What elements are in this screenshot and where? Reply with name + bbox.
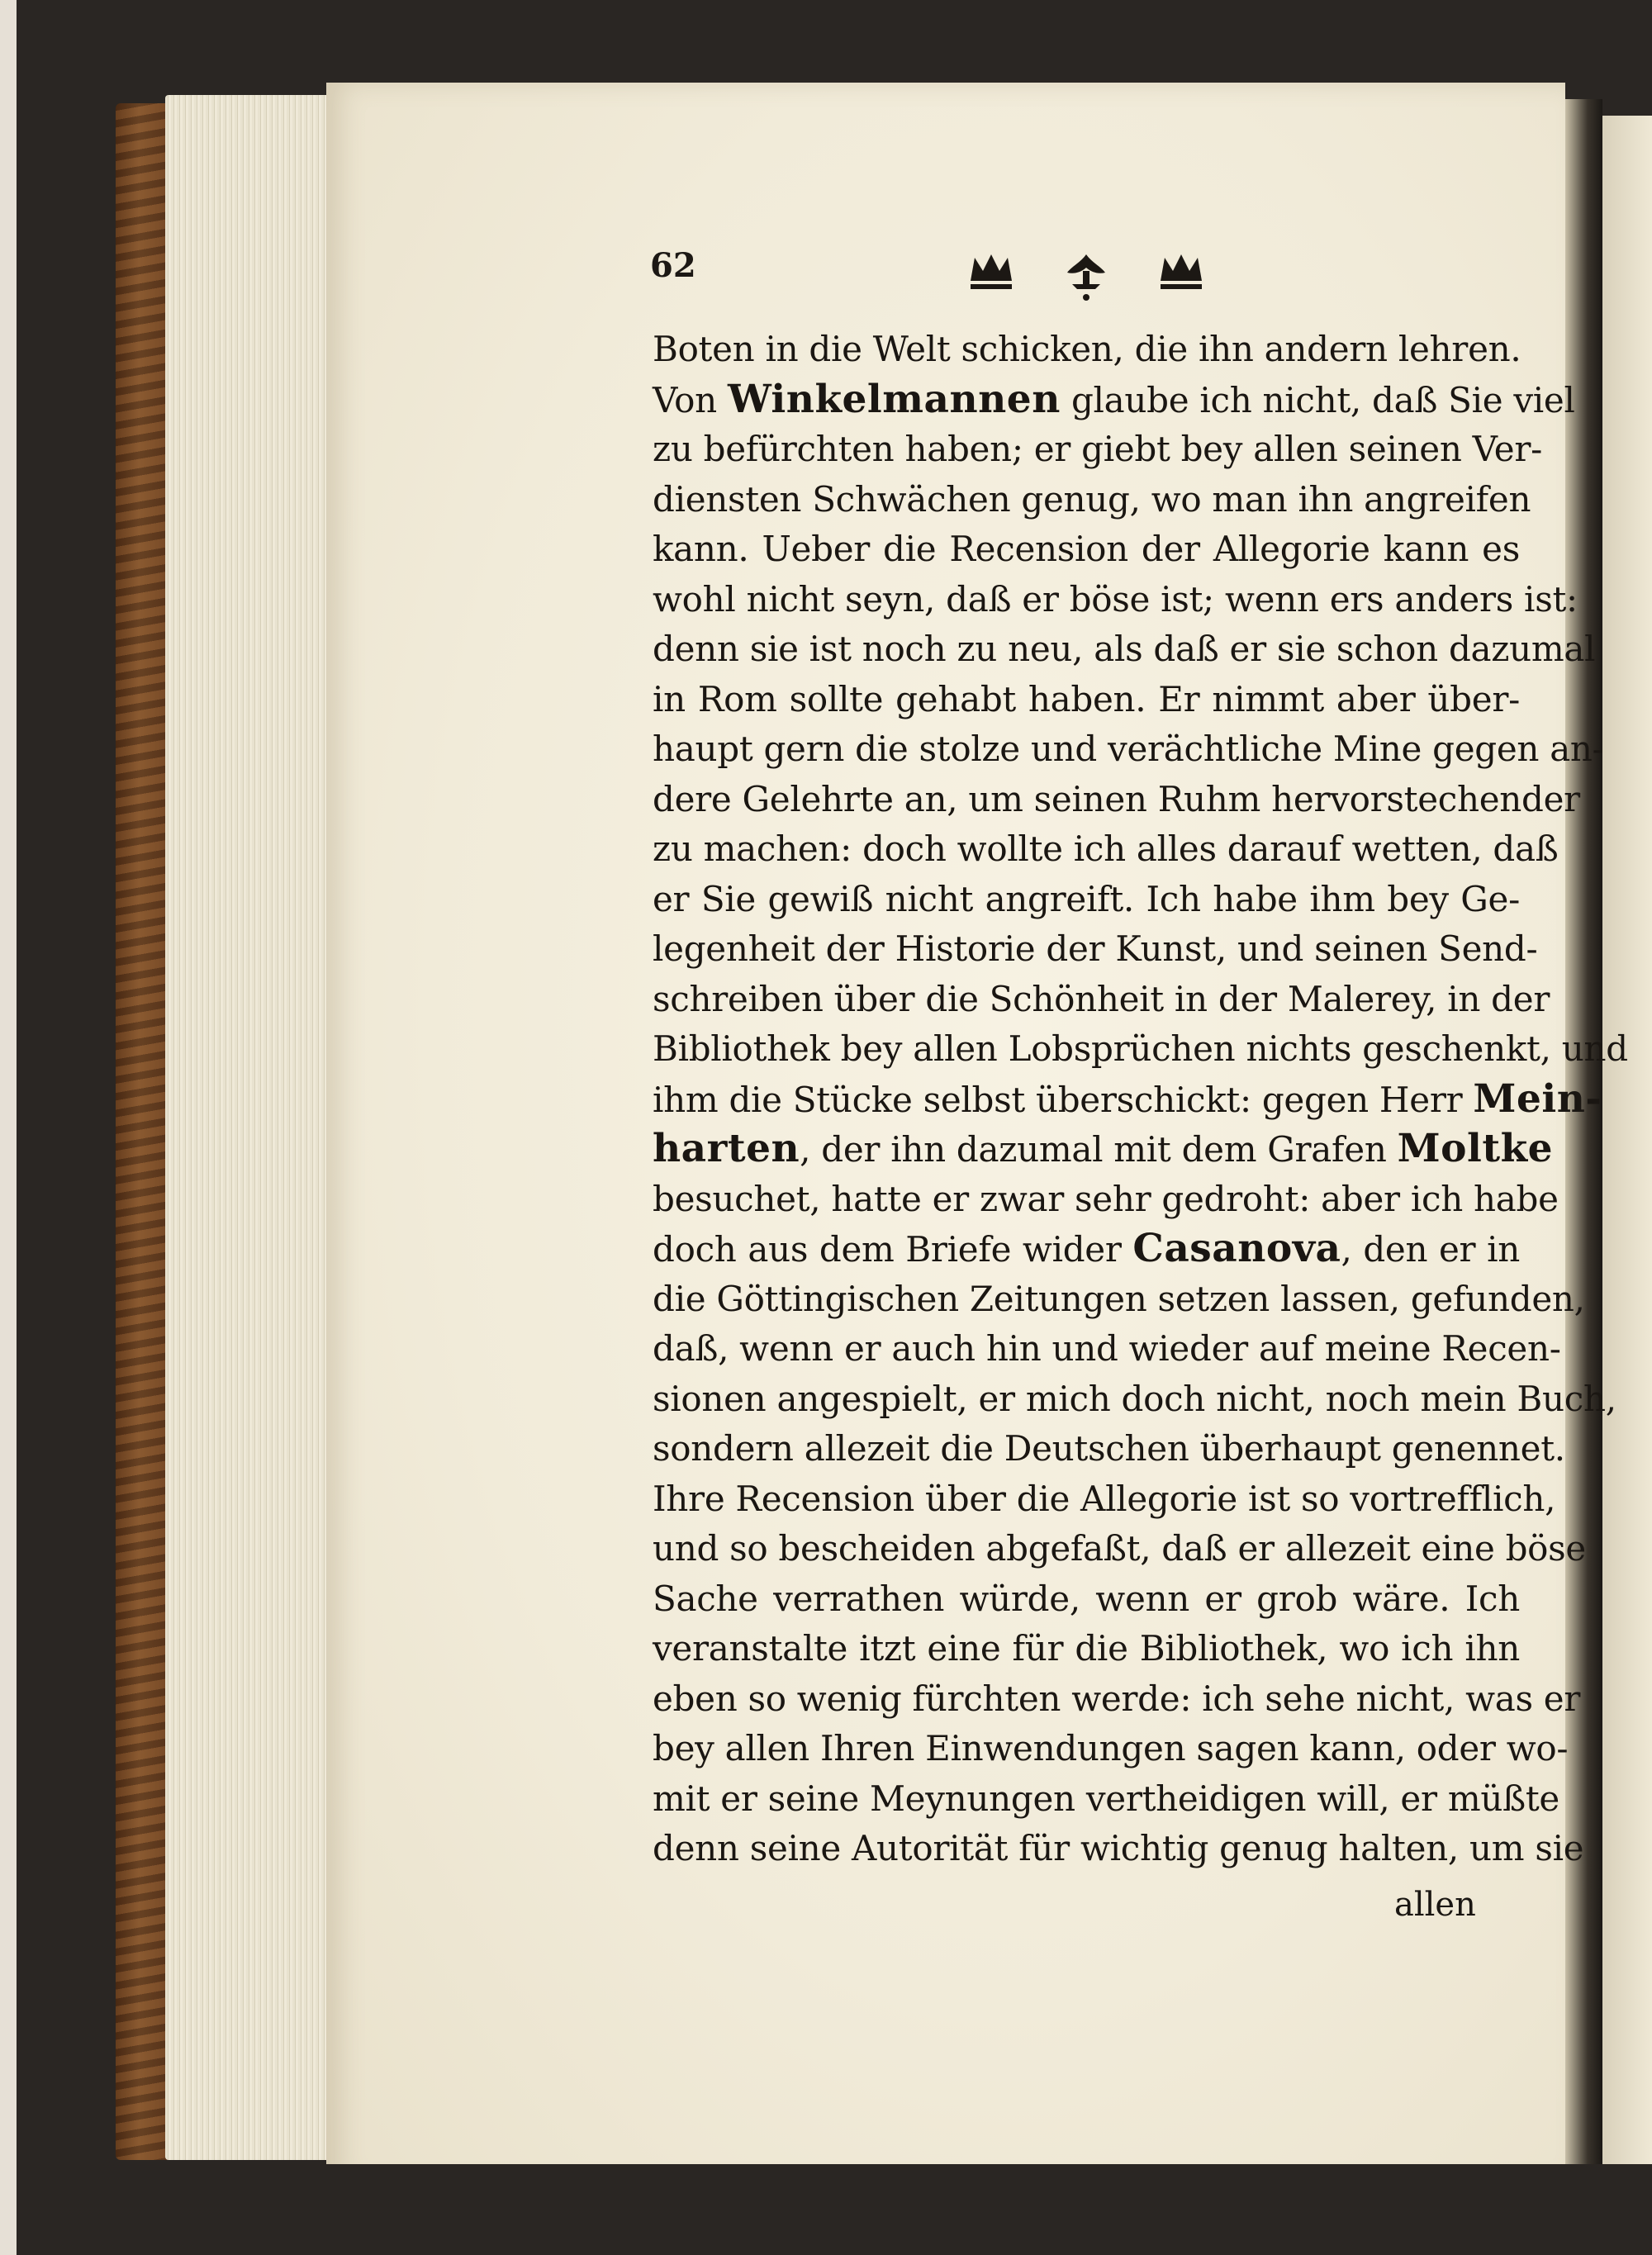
text-line: diensten Schwächen genug, wo man ihn angreifen xyxy=(653,478,1531,520)
text-line: besuchet, hatte er zwar sehr gedroht: aber ich habe xyxy=(653,1178,1559,1219)
text-line: sionen angespielt, er mich doch nicht, noch mein Buch, xyxy=(653,1378,1616,1419)
flower-icon xyxy=(1067,254,1105,301)
body-text xyxy=(653,325,1628,1874)
text-line: Ihre Recension über die Allegorie ist so vortrefflich, xyxy=(653,1478,1556,1519)
text-line: schreiben über die Schönheit in der Malerey, in der xyxy=(653,978,1550,1019)
text-line: denn sie ist noch zu neu, als daß er sie schon dazumal xyxy=(653,629,1596,669)
text-line: dere Gelehrte an, um seinen Ruhm hervorstechender xyxy=(653,778,1580,819)
text-line: und so bescheiden abgefaßt, daß er allezeit eine böse xyxy=(653,1528,1586,1569)
text-line: legenheit der Historie der Kunst, und seinen Send- xyxy=(653,928,1538,969)
left-crown-icon xyxy=(971,254,1012,289)
text-line: Bibliothek bey allen Lobsprüchen nichts geschenkt, und xyxy=(653,1028,1628,1069)
text-line: denn seine Autorität für wichtig genug halten, um sie xyxy=(653,1828,1584,1868)
text-line: haupt gern die stolze und verächtliche Mine gegen an- xyxy=(653,729,1604,769)
crown-flower-crown-ornament-icon xyxy=(966,248,1206,306)
text-line: doch aus dem Briefe wider Casanova, den er in xyxy=(653,1226,1520,1271)
text-line: wohl nicht seyn, daß er böse ist; wenn ers anders ist: xyxy=(653,578,1578,620)
text-line: zu befürchten haben; er giebt bey allen seinen Ver- xyxy=(653,429,1543,469)
text-line: kann. Ueber die Recension der Allegorie kann es xyxy=(653,529,1520,569)
text-line: er Sie gewiß nicht angreift. Ich habe ihm bey Ge- xyxy=(653,878,1520,919)
emphasized-name: harten xyxy=(653,1126,800,1171)
text-line: bey allen Ihren Einwendungen sagen kann, oder wo- xyxy=(653,1728,1569,1768)
text-line: Boten in die Welt schicken, die ihn andern lehren. xyxy=(653,329,1521,369)
text-line: sondern allezeit die Deutschen überhaupt genennet. xyxy=(653,1428,1565,1469)
text-line: mit er seine Meynungen vertheidigen will, er müßte xyxy=(653,1778,1559,1819)
text-line: harten, der ihn dazumal mit dem Grafen Moltke xyxy=(653,1126,1554,1171)
text-line: Von Winkelmannen glaube ich nicht, daß Sie viel xyxy=(653,376,1575,422)
text-line: zu machen: doch wollte ich alles darauf wetten, daß xyxy=(653,828,1559,869)
text-line: die Göttingischen Zeitungen setzen lassen, gefunden, xyxy=(653,1278,1585,1319)
text-line: daß, wenn er auch hin und wieder auf meine Recen- xyxy=(653,1328,1561,1369)
catchword: allen xyxy=(1394,1886,1476,1924)
emphasized-name: Casanova xyxy=(1132,1226,1341,1271)
emphasized-name: Moltke xyxy=(1397,1126,1554,1171)
scan-background xyxy=(0,0,124,2255)
bottom-background xyxy=(116,2164,1652,2255)
text-line: eben so wenig fürchten werde: ich sehe nicht, was er xyxy=(653,1678,1581,1719)
page-number: 62 xyxy=(650,246,696,285)
text-line: ihm die Stücke selbst überschickt: gegen Herr Mein- xyxy=(653,1075,1602,1122)
emphasized-name: Mein- xyxy=(1473,1075,1602,1122)
right-crown-icon xyxy=(1161,254,1202,289)
page-edges xyxy=(165,95,339,2160)
text-line: veranstalte itzt eine für die Bibliothek, wo ich ihn xyxy=(653,1628,1520,1669)
text-line: in Rom sollte gehabt haben. Er nimmt aber über- xyxy=(653,678,1520,719)
emphasized-name: Winkelmannen xyxy=(727,376,1061,422)
next-page-edge xyxy=(1602,116,1652,2172)
text-line: Sache verrathen würde, wenn er grob wäre. Ich xyxy=(653,1578,1520,1619)
